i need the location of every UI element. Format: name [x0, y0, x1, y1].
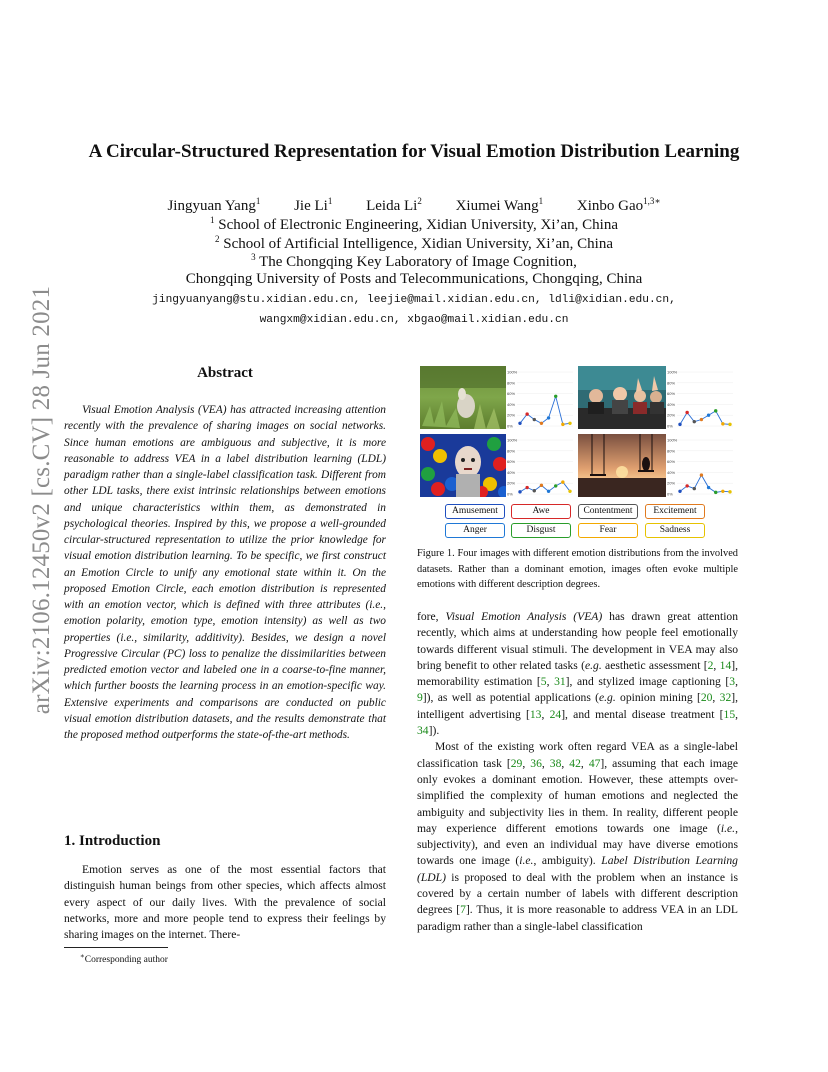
y-tick-label: 0%: [507, 423, 513, 429]
email-line: wangxm@xidian.edu.cn, xbgao@mail.xidian.edu.cn: [259, 314, 569, 326]
emotion-distribution-chart: [667, 434, 735, 500]
intro-paragraph: Emotion serves as one of the most essential factors that distinguish human beings from other species, which affects almost every aspect of our daily lives. With the prevalence of social networks, more and more people tend to express their feelings by sharing images on the internet. There-: [64, 863, 386, 942]
y-tick-label: 40%: [507, 469, 516, 475]
affiliation: $^1$ School of Electronic Engineering, Xidian University, Xi’an, China: [209, 215, 618, 233]
legend-awe: Awe: [511, 504, 571, 519]
arxiv-stamp: [22, 285, 62, 715]
y-tick-label: 20%: [507, 480, 516, 486]
y-tick-label: 100%: [667, 369, 678, 375]
distribution-point: [561, 423, 564, 426]
author: Leida Li$^2$: [366, 196, 422, 214]
distribution-point: [533, 489, 536, 492]
y-tick-label: 80%: [667, 380, 676, 386]
emotion-distribution-chart: [507, 366, 575, 432]
distribution-point: [728, 490, 731, 493]
right-column-body: [417, 609, 738, 935]
distribution-point: [525, 486, 528, 489]
distribution-point: [693, 420, 696, 423]
distribution-point: [568, 490, 571, 493]
distribution-point: [540, 422, 543, 425]
footnote: ∗Corresponding author: [80, 952, 168, 966]
affiliation: $^2$ School of Artificial Intelligence, Xidian University, Xi’an, China: [214, 234, 613, 252]
figure-caption: Figure 1. Four images with different emotion distributions from the involved datasets. Rather than a dominant emotion, images often evoke multiple emotions with different description degrees.: [417, 548, 738, 590]
legend-excitement: Excitement: [645, 504, 705, 519]
distribution-point: [540, 484, 543, 487]
author: Xiumei Wang$^1$: [455, 196, 544, 214]
author: Xinbo Gao$^{1,3∗}$: [576, 196, 661, 214]
y-tick-label: 80%: [507, 448, 516, 454]
emotion-distribution-chart: [667, 366, 735, 432]
y-tick-label: 60%: [507, 459, 516, 465]
legend-fear: Fear: [578, 523, 638, 538]
y-tick-label: 40%: [667, 401, 676, 407]
y-tick-label: 20%: [507, 412, 516, 418]
legend-disgust: Disgust: [511, 523, 571, 538]
distribution-point: [728, 423, 731, 426]
y-tick-label: 20%: [667, 412, 676, 418]
footnote-rule: [64, 947, 168, 948]
y-tick-label: 100%: [507, 437, 518, 443]
y-tick-label: 60%: [667, 459, 676, 465]
body-paragraph: fore, Visual Emotion Analysis (VEA) has drawn great attention recently, which aims at understanding how people feel emotionally towards different visual stimuli. The development in VEA may also bring benefit to other related tasks (e.g. aesthetic assessment [2, 14], memorability estimation [5, 31], and stylized image captioning [3, 9]), as well as potential applications (e.g. opinion mining [20, 32], intelligent advertising [13, 24], and mental disease treatment [15, 34]).: [417, 610, 739, 738]
emotion-distribution-chart: [507, 434, 575, 500]
distribution-point: [721, 422, 724, 425]
y-tick-label: 0%: [667, 491, 673, 497]
distribution-point: [685, 411, 688, 414]
distribution-point: [547, 416, 550, 419]
y-tick-label: 100%: [507, 369, 518, 375]
email-line: jingyuanyang@stu.xidian.edu.cn, leejie@mail.xidian.edu.cn, ldli@xidian.edu.cn,: [152, 294, 676, 306]
distribution-point: [700, 418, 703, 421]
distribution-point: [700, 473, 703, 476]
distribution-point: [525, 412, 528, 415]
legend-sadness: Sadness: [645, 523, 705, 538]
distribution-point: [518, 422, 521, 425]
figure-image: [420, 434, 506, 497]
distribution-point: [707, 414, 710, 417]
abstract-heading: Abstract: [197, 365, 253, 381]
distribution-point: [685, 484, 688, 487]
affiliation: Chongqing University of Posts and Telecommunications, Chongqing, China: [185, 271, 643, 287]
distribution-point: [678, 423, 681, 426]
y-tick-label: 80%: [667, 448, 676, 454]
distribution-point: [533, 418, 536, 421]
legend-amusement: Amusement: [445, 504, 505, 519]
author: Jingyuan Yang$^1$: [167, 196, 261, 214]
distribution-point: [547, 490, 550, 493]
y-tick-label: 60%: [507, 391, 516, 397]
distribution-point: [568, 422, 571, 425]
y-tick-label: 60%: [667, 391, 676, 397]
distribution-point: [714, 409, 717, 412]
y-tick-label: 100%: [667, 437, 678, 443]
legend-anger: Anger: [445, 523, 505, 538]
distribution-point: [714, 491, 717, 494]
arxiv-id: arXiv:2106.12450v2 [cs.CV] 28 Jun 2021: [28, 285, 55, 715]
paper-title: A Circular-Structured Representation for Visual Emotion Distribution Learning: [88, 141, 740, 162]
y-tick-label: 0%: [667, 423, 673, 429]
distribution-point: [518, 490, 521, 493]
distribution-point: [561, 480, 564, 483]
y-tick-label: 80%: [507, 380, 516, 386]
author-list: [0, 196, 828, 215]
y-tick-label: 0%: [507, 491, 513, 497]
figure-image: [420, 366, 506, 429]
figure-image: [578, 434, 666, 497]
figure-1: [417, 364, 738, 540]
distribution-point: [678, 490, 681, 493]
affiliation: $^3$ The Chongqing Key Laboratory of Image Cognition,: [251, 252, 577, 270]
distribution-point: [693, 487, 696, 490]
abstract-text: Visual Emotion Analysis (VEA) has attracted increasing attention recently with the prevalence of sharing images on social networks. Since human emotions are ambiguous and subjective, it is more reasonable to address VEA in a label distribution learning (LDL) paradigm rather than a single-label classification task. Different from other LDL tasks, there exist intrinsic relationships between emotions and unique characteristics within them, as demonstrated in psychological theories. Inspired by this, we propose a well-grounded circular-structured representation to utilize the prior knowledge for visual emotion distribution learning. To be specific, we first construct an Emotion Circle to unify any emotional state within it. On the proposed Emotion Circle, each emotion distribution is represented with an emotion vector, which is defined with three attributes (i.e., emotion polarity, emotion type, emotion intensity) as well as two properties (i.e., similarity, additivity). Besides, we design a novel Progressive Circular (PC) loss to penalize the dissimilarities between predicted emotion vector and labeled one in a coarse-to-fine manner, which further boosts the learning process in an emotion-specific way. Extensive experiments and comparisons are conducted on public visual emotion distribution datasets, and the results demonstrate that the proposed method outperforms the state-of-the-art methods.: [64, 404, 386, 741]
abstract-body: [64, 402, 386, 743]
body-paragraph: Most of the existing work often regard VEA as a single-label classification task [29, 36, 38, 42, 47], assuming that each image only evokes a dominant emotion. However, these attempts over-simplified the complexity of human emotions and neglected the ambiguity and subjectivity lies in them. In reality, different people may experience different emotions towards one image (i.e., subjectivity), and even an individual may have diverse emotions towards one image (i.e., ambiguity). Label Distribution Learning (LDL) is proposed to deal with the problem when an instance is covered by a certain number of labels with different description degrees [7]. Thus, it is more reasonable to address VEA in an LDL paradigm rather than a single-label classification: [417, 740, 738, 933]
distribution-point: [707, 486, 710, 489]
distribution-point: [721, 490, 724, 493]
author: Jie Li$^1$: [294, 196, 333, 214]
distribution-line: [520, 396, 570, 424]
intro-body: [64, 862, 386, 943]
figure-image: [578, 366, 666, 429]
y-tick-label: 40%: [507, 401, 516, 407]
y-tick-label: 20%: [667, 480, 676, 486]
y-tick-label: 40%: [667, 469, 676, 475]
distribution-point: [554, 484, 557, 487]
legend-contentment: Contentment: [578, 504, 638, 519]
distribution-point: [554, 395, 557, 398]
section-heading: 1. Introduction: [64, 833, 161, 849]
